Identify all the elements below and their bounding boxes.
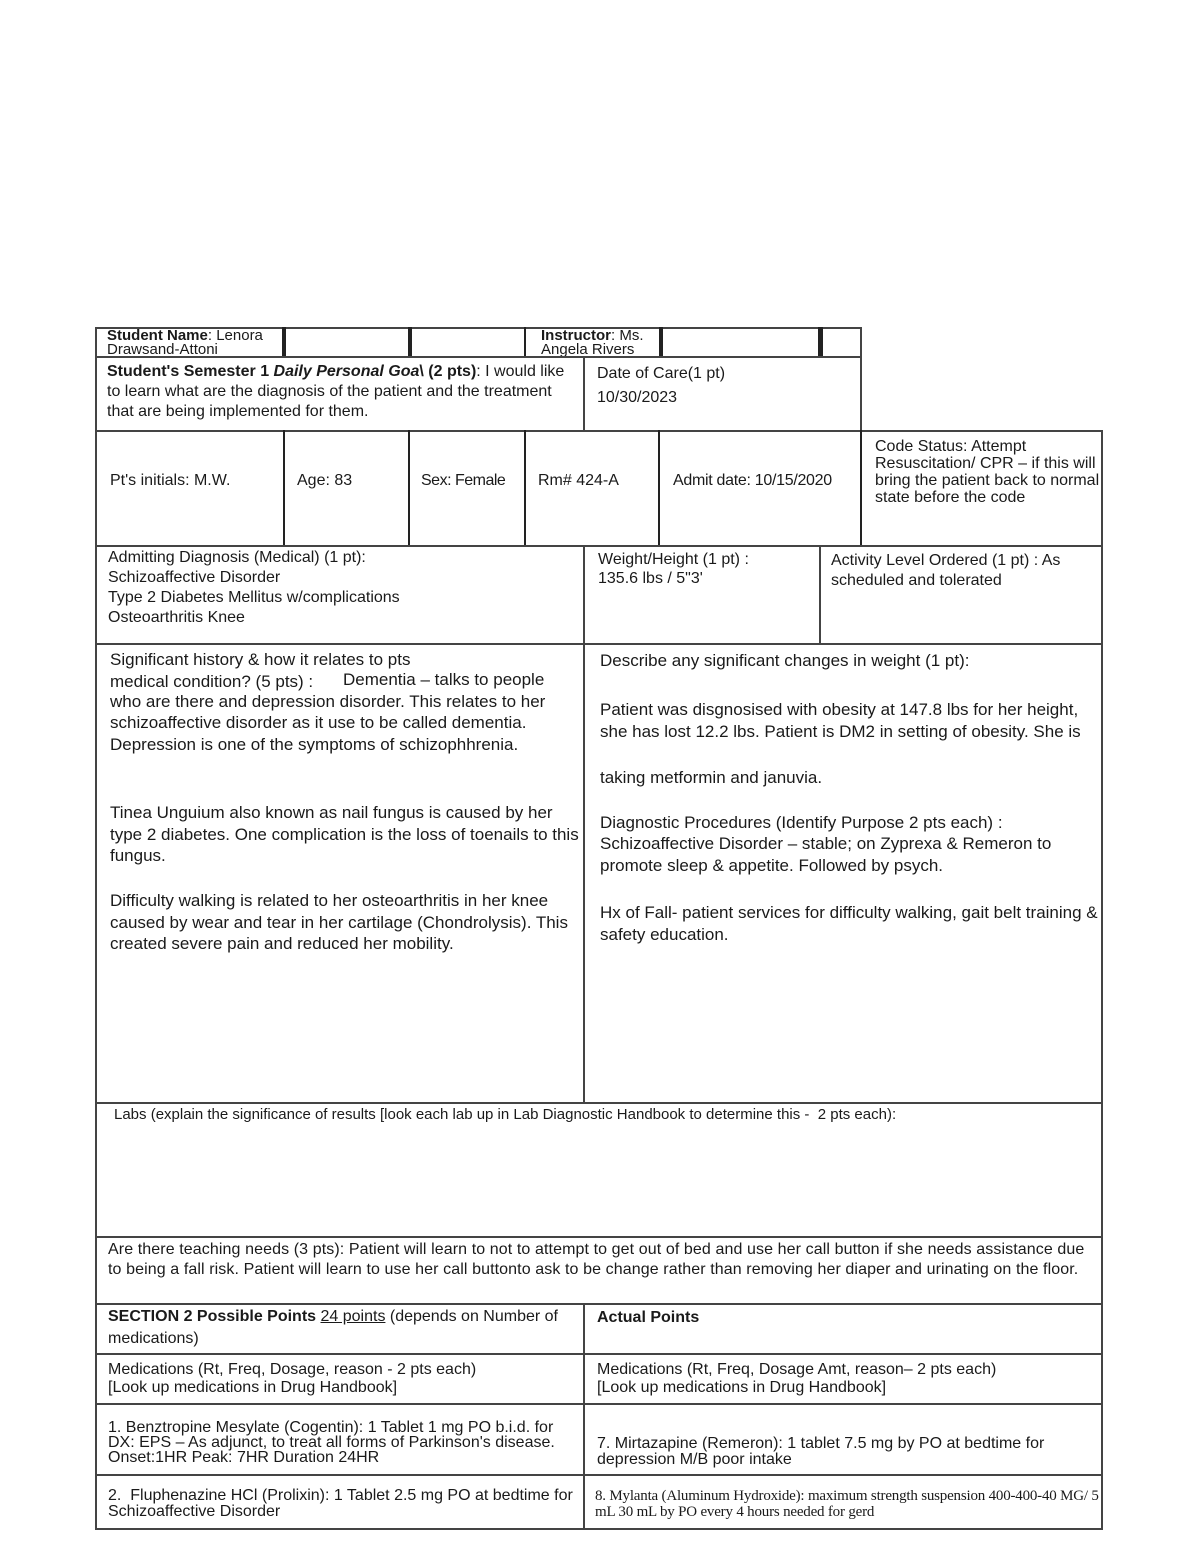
patient-divider [860, 430, 862, 547]
admitting-item: Schizoaffective Disorder [108, 569, 281, 586]
weight-height-label: Weight/Height (1 pt) : [598, 551, 749, 568]
section2-suffix: (depends on Number of medications) [108, 1308, 563, 1347]
weight-change-text-continued: taking metformin and januvia. [600, 768, 823, 787]
patient-divider [408, 430, 410, 547]
instructor-value: : Ms. Angela Rivers [541, 327, 647, 358]
patient-age: Age: 83 [297, 472, 353, 489]
personal-goal [107, 362, 577, 422]
history-paragraph-3: Difficulty walking is related to her osteoarthritis in her knee caused by wear and tear in her cartilage (Chondrolysis). This created severe pain and reduced her mobility. [110, 891, 573, 953]
history-label: Significant history & how it relates to pts medical condition? (5 pts) : [110, 650, 416, 691]
code-status: Code Status: Attempt Resuscitation/ CPR – if this will bring the patient back to normal state before the code [875, 438, 1104, 506]
actual-points-label: Actual Points [597, 1309, 700, 1326]
weight-change-text: Patient was disgnosised with obesity at 147.8 lbs for her height, she has lost 12.2 lbs. Patient is DM2 in setting of obesity. She is [600, 700, 1083, 741]
section2-points: 24 points [320, 1308, 386, 1325]
medication-7: 7. Mirtazapine (Remeron): 1 tablet 7.5 mg by PO at bedtime for depression M/B poor intake [597, 1435, 1049, 1468]
medication-1: 1. Benztropine Mesylate (Cogentin): 1 Tablet 1 mg PO b.i.d. for DX: EPS – As adjunct, to treat all forms of Parkinson's disease. Onset:1HR Peak: 7HR Duration 24HR [108, 1419, 560, 1466]
history-paragraph-1: Dementia – talks to people who are there and depression disorder. This relates to her schizoaffective disorder as it use to be called dementia. Depression is one of the symptoms of schizophhrenia. [110, 670, 551, 754]
meds-header-right-sub: [Look up medications in Drug Handbook] [597, 1379, 887, 1396]
patient-sex: Sex: Female [421, 472, 506, 489]
history-paragraph-2: Tinea Unguium also known as nail fungus is caused by her type 2 diabetes. One complication is the loss of toenails to this fungus. [110, 803, 584, 865]
student-name [107, 329, 282, 357]
admitting-label: Admitting Diagnosis (Medical) (1 pt): [108, 549, 366, 566]
patient-divider [524, 430, 526, 547]
medication-2: 2. Fluphenazine HCl (Prolixin): 1 Tablet 2.5 mg PO at bedtime for Schizoaffective Disorder [108, 1487, 578, 1520]
weight-height-value: 135.6 lbs / 5"3' [598, 570, 703, 587]
goal-text: : I would like to learn what are the diagnosis of the patient and the treatment that are being implemented for them. [107, 363, 569, 420]
header-divider [524, 327, 526, 358]
section2-label: SECTION 2 Possible Points [108, 1308, 317, 1325]
patient-initials: Pt's initials: M.W. [110, 472, 231, 489]
meds-header-left-sub: [Look up medications in Drug Handbook] [108, 1379, 398, 1396]
patient-room: Rm# 424-A [538, 472, 619, 489]
meds-header-right: Medications (Rt, Freq, Dosage Amt, reason– 2 pts each) [597, 1361, 997, 1378]
section2-possible-points [108, 1306, 578, 1350]
goal-label-suffix: \ (2 pts) [419, 363, 477, 380]
medication-8: 8. Mylanta (Aluminum Hydroxide): maximum strength suspension 400-400-40 MG/ 5 mL 30 mL by PO every 4 hours needed for gerd [595, 1488, 1103, 1520]
patient-divider [658, 430, 660, 547]
header-divider [818, 327, 823, 358]
patient-admit-date: Admit date: 10/15/2020 [673, 472, 832, 489]
goal-label-prefix: Student's Semester 1 [107, 363, 274, 380]
admitting-item: Type 2 Diabetes Mellitus w/complications [108, 589, 400, 606]
diagnostic-procedures-text: Schizoaffective Disorder – stable; on Zyprexa & Remeron to promote sleep & appetite. Followed by psych. [600, 834, 1057, 875]
labs-label: Labs (explain the significance of results [look each lab up in Lab Diagnostic Handbook to determine this - 2 pts each): [114, 1106, 897, 1123]
student-name-label: Student Name [107, 327, 208, 344]
instructor-label: Instructor [541, 327, 612, 344]
header-divider [282, 327, 286, 358]
meds-header-left: Medications (Rt, Freq, Dosage, reason - 2 pts each) [108, 1361, 477, 1378]
admitting-item: Osteoarthritis Knee [108, 609, 245, 626]
header-divider [408, 327, 412, 358]
activity-level: Activity Level Ordered (1 pt) : As scheduled and tolerated [831, 552, 1065, 589]
date-of-care-label: Date of Care(1 pt) [597, 365, 726, 382]
teaching-needs: Are there teaching needs (3 pts): Patient will learn to not to attempt to get out of bed and use her call button if she needs assistance due to being a fall risk. Patient will learn to use her call buttonto ask to be change rather than removing her diaper and urinating on the floor. [108, 1241, 1089, 1278]
weight-change-label: Describe any significant changes in weight (1 pt): [600, 651, 970, 670]
student-name-value: : Lenora Drawsand-Attoni [107, 327, 268, 358]
header-divider [659, 327, 663, 358]
diagnostic-procedures-label: Diagnostic Procedures (Identify Purpose 2 pts each) : [600, 813, 1003, 832]
instructor [541, 329, 659, 357]
fall-history-text: Hx of Fall- patient services for difficulty walking, gait belt training & safety education. [600, 903, 1103, 944]
goal-label-italic: Daily Personal Goa [273, 363, 420, 380]
patient-divider [283, 430, 285, 547]
date-of-care-value: 10/30/2023 [597, 389, 678, 406]
